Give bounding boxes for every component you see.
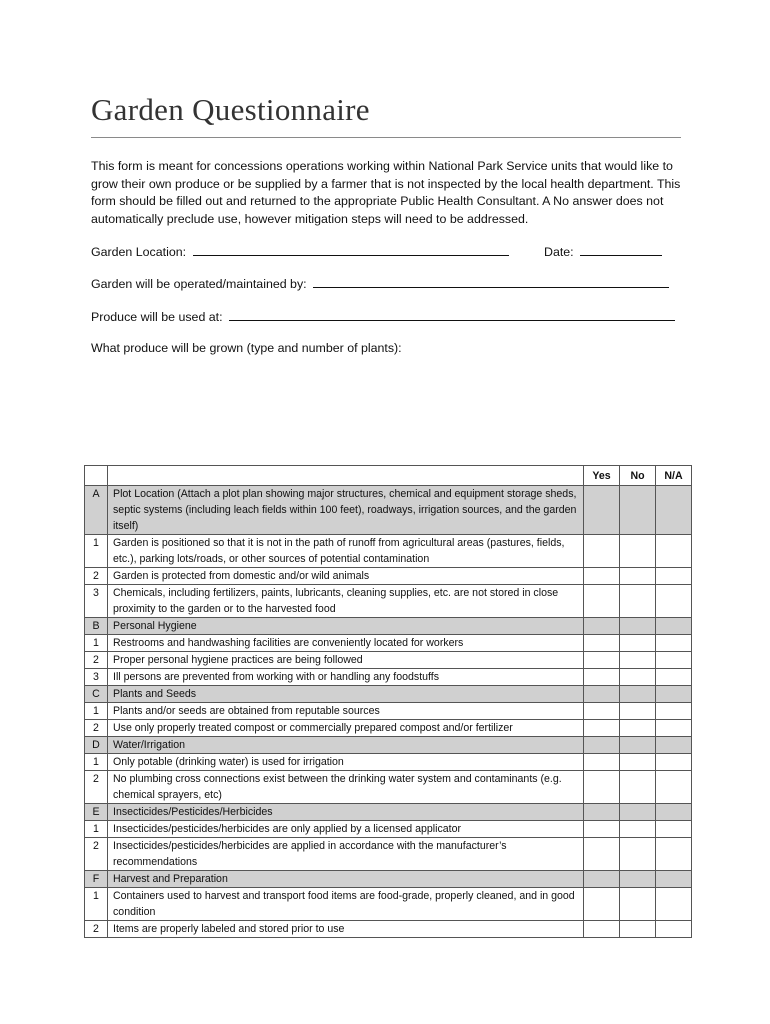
answer-no-cell[interactable] (620, 888, 656, 921)
header-no: No (620, 466, 656, 486)
answer-na-cell[interactable] (656, 585, 692, 618)
garden-location-label: Garden Location: (91, 245, 187, 259)
question-text: Use only properly treated compost or commercially prepared compost and/or fertilizer (108, 720, 584, 737)
header-yes: Yes (584, 466, 620, 486)
row-index: 2 (85, 652, 108, 669)
row-index: D (85, 737, 108, 754)
answer-no-cell[interactable] (620, 771, 656, 804)
question-text: Restrooms and handwashing facilities are conveniently located for workers (108, 635, 584, 652)
questionnaire-table (84, 465, 692, 938)
used-at-row (91, 308, 675, 324)
date-row (544, 243, 662, 259)
answer-na-cell[interactable] (656, 888, 692, 921)
answer-no-cell[interactable] (620, 821, 656, 838)
section-title: Personal Hygiene (108, 618, 584, 635)
produce-grown-row (91, 341, 402, 355)
answer-no-cell[interactable] (620, 568, 656, 585)
section-title: Harvest and Preparation (108, 871, 584, 888)
row-index: 1 (85, 535, 108, 568)
answer-na-cell[interactable] (656, 618, 692, 635)
answer-no-cell[interactable] (620, 737, 656, 754)
header-item-cell (108, 466, 584, 486)
row-index: F (85, 871, 108, 888)
garden-location-row (91, 243, 509, 259)
page-title: Garden Questionnaire (91, 92, 370, 127)
produce-grown-label: What produce will be grown (type and number of plants): (91, 341, 402, 355)
answer-no-cell[interactable] (620, 486, 656, 535)
section-title: Water/Irrigation (108, 737, 584, 754)
question-text: Containers used to harvest and transport food items are food-grade, properly cleaned, and in good condition (108, 888, 584, 921)
answer-no-cell[interactable] (620, 720, 656, 737)
answer-no-cell[interactable] (620, 618, 656, 635)
operated-by-field[interactable] (313, 275, 669, 288)
answer-yes-cell[interactable] (584, 888, 620, 921)
answer-no-cell[interactable] (620, 686, 656, 703)
section-row (85, 737, 692, 754)
answer-na-cell[interactable] (656, 737, 692, 754)
table-row (85, 585, 692, 618)
question-text: Garden is protected from domestic and/or wild animals (108, 568, 584, 585)
answer-no-cell[interactable] (620, 535, 656, 568)
row-index: 2 (85, 720, 108, 737)
title-divider (91, 137, 681, 138)
answer-no-cell[interactable] (620, 585, 656, 618)
row-index: 1 (85, 703, 108, 720)
answer-yes-cell[interactable] (584, 618, 620, 635)
row-index: 1 (85, 821, 108, 838)
answer-yes-cell[interactable] (584, 635, 620, 652)
section-row (85, 618, 692, 635)
answer-yes-cell[interactable] (584, 754, 620, 771)
answer-na-cell[interactable] (656, 754, 692, 771)
answer-na-cell[interactable] (656, 652, 692, 669)
row-index: 3 (85, 585, 108, 618)
date-field[interactable] (580, 243, 662, 256)
answer-yes-cell[interactable] (584, 804, 620, 821)
answer-yes-cell[interactable] (584, 652, 620, 669)
section-row (85, 804, 692, 821)
garden-location-field[interactable] (193, 243, 509, 256)
answer-na-cell[interactable] (656, 821, 692, 838)
row-index: 2 (85, 921, 108, 938)
row-index: B (85, 618, 108, 635)
row-index: 2 (85, 838, 108, 871)
row-index: 3 (85, 669, 108, 686)
question-text: Plants and/or seeds are obtained from reputable sources (108, 703, 584, 720)
answer-na-cell[interactable] (656, 804, 692, 821)
answer-na-cell[interactable] (656, 838, 692, 871)
question-text: Ill persons are prevented from working with or handling any foodstuffs (108, 669, 584, 686)
answer-no-cell[interactable] (620, 703, 656, 720)
table-row (85, 838, 692, 871)
row-index: A (85, 486, 108, 535)
section-row (85, 486, 692, 535)
section-row (85, 686, 692, 703)
question-text: Garden is positioned so that it is not in the path of runoff from agricultural areas (pastures, fields, etc.), parking lots/roads, or other sources of potential contamination (108, 535, 584, 568)
answer-no-cell[interactable] (620, 804, 656, 821)
answer-yes-cell[interactable] (584, 838, 620, 871)
table-row (85, 652, 692, 669)
row-index: 1 (85, 635, 108, 652)
header-na: N/A (656, 466, 692, 486)
answer-no-cell[interactable] (620, 871, 656, 888)
answer-yes-cell[interactable] (584, 585, 620, 618)
question-text: Insecticides/pesticides/herbicides are only applied by a licensed applicator (108, 821, 584, 838)
question-text: Items are properly labeled and stored prior to use (108, 921, 584, 938)
answer-na-cell[interactable] (656, 635, 692, 652)
answer-na-cell[interactable] (656, 771, 692, 804)
section-title: Plot Location (Attach a plot plan showing major structures, chemical and equipment storage sheds, septic systems (including leach fields within 100 feet), roadways, irrigation sources, and the garden itself) (108, 486, 584, 535)
answer-yes-cell[interactable] (584, 669, 620, 686)
section-title: Insecticides/Pesticides/Herbicides (108, 804, 584, 821)
table-row (85, 771, 692, 804)
answer-yes-cell[interactable] (584, 921, 620, 938)
answer-yes-cell[interactable] (584, 568, 620, 585)
answer-yes-cell[interactable] (584, 486, 620, 535)
table-row (85, 703, 692, 720)
intro-paragraph: This form is meant for concessions operations working within National Park Service units that would like to grow their own produce or be supplied by a farmer that is not inspected by the local health department. This form should be filled out and returned to the appropriate Public Health Consultant. A No answer does not automatically preclude use, however mitigation steps will need to be addressed. (91, 159, 681, 226)
answer-no-cell[interactable] (620, 669, 656, 686)
answer-na-cell[interactable] (656, 568, 692, 585)
table-row (85, 720, 692, 737)
used-at-field[interactable] (229, 308, 675, 321)
answer-na-cell[interactable] (656, 703, 692, 720)
answer-na-cell[interactable] (656, 535, 692, 568)
answer-na-cell[interactable] (656, 871, 692, 888)
table-header-row (85, 466, 692, 486)
header-index-cell (85, 466, 108, 486)
answer-no-cell[interactable] (620, 838, 656, 871)
section-row (85, 871, 692, 888)
answer-na-cell[interactable] (656, 669, 692, 686)
answer-yes-cell[interactable] (584, 686, 620, 703)
answer-yes-cell[interactable] (584, 703, 620, 720)
row-index: 1 (85, 888, 108, 921)
answer-no-cell[interactable] (620, 754, 656, 771)
table-row (85, 535, 692, 568)
answer-na-cell[interactable] (656, 720, 692, 737)
answer-yes-cell[interactable] (584, 771, 620, 804)
answer-yes-cell[interactable] (584, 871, 620, 888)
question-text: Chemicals, including fertilizers, paints, lubricants, cleaning supplies, etc. are not stored in close proximity to the garden or to the harvested food (108, 585, 584, 618)
table-row (85, 888, 692, 921)
table-row (85, 821, 692, 838)
row-index: E (85, 804, 108, 821)
question-text: No plumbing cross connections exist between the drinking water system and contaminants (e.g. chemical sprayers, etc) (108, 771, 584, 804)
question-text: Insecticides/pesticides/herbicides are applied in accordance with the manufacturer’s recommendations (108, 838, 584, 871)
answer-yes-cell[interactable] (584, 720, 620, 737)
answer-no-cell[interactable] (620, 921, 656, 938)
row-index: 2 (85, 771, 108, 804)
date-label: Date: (544, 245, 574, 259)
row-index: C (85, 686, 108, 703)
question-text: Proper personal hygiene practices are being followed (108, 652, 584, 669)
answer-yes-cell[interactable] (584, 821, 620, 838)
answer-yes-cell[interactable] (584, 737, 620, 754)
answer-yes-cell[interactable] (584, 535, 620, 568)
table-row (85, 754, 692, 771)
answer-no-cell[interactable] (620, 635, 656, 652)
operated-by-row (91, 275, 669, 291)
question-text: Only potable (drinking water) is used for irrigation (108, 754, 584, 771)
table-row (85, 635, 692, 652)
table-row (85, 921, 692, 938)
table-row (85, 568, 692, 585)
section-title: Plants and Seeds (108, 686, 584, 703)
operated-by-label: Garden will be operated/maintained by: (91, 277, 307, 291)
answer-na-cell[interactable] (656, 486, 692, 535)
answer-na-cell[interactable] (656, 686, 692, 703)
answer-no-cell[interactable] (620, 652, 656, 669)
used-at-label: Produce will be used at: (91, 310, 223, 324)
table-row (85, 669, 692, 686)
row-index: 2 (85, 568, 108, 585)
answer-na-cell[interactable] (656, 921, 692, 938)
row-index: 1 (85, 754, 108, 771)
